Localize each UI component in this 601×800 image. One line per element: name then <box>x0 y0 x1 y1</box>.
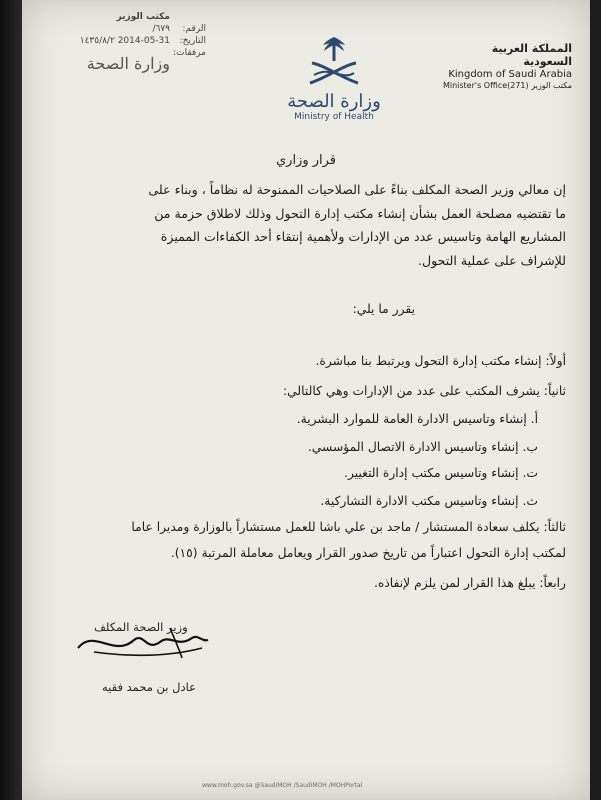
stamp-date-label: التاريخ: <box>179 36 206 46</box>
stamp-number-value: ٦٧٩/ <box>152 24 170 34</box>
clause-third-line-2: لمكتب إدارة التحول اعتباراً من تاريخ صدور القرار ويعامل معاملة المرتبة (١٥). <box>170 546 566 560</box>
clause-second-c: ت. إنشاء وتاسيس مكتب إدارة التغيير. <box>344 466 538 480</box>
clause-fourth: رابعاً: يبلغ هذا القرار لمن يلزم لإنفاذه. <box>373 576 566 590</box>
ministry-name-english: Ministry of Health <box>294 112 374 122</box>
preamble-line-4: للإشراف على عملية التحول. <box>417 252 566 268</box>
decides-heading: يقرر ما يلي: <box>352 302 415 316</box>
palm-swords-emblem-icon <box>304 35 364 87</box>
preamble-line-3: المشاريع الهامة وتاسيس عدد من الإدارات ولأهمية إنتقاء أحد الكفاءات المميزة <box>160 229 566 244</box>
minister-office-label: Minister's Office(271) مكتب الوزير <box>442 81 572 90</box>
clause-first: أولاً: إنشاء مكتب إدارة التحول ويرتبط بنا مباشرة. <box>315 354 566 368</box>
stamp-number-label: الرقم: <box>182 24 206 34</box>
letterhead-block <box>442 42 572 90</box>
kingdom-name-english: Kingdom of Saudi Arabia <box>448 69 572 80</box>
clause-second-b: ب. إنشاء وتاسيس الادارة الاتصال المؤسسي. <box>307 440 538 454</box>
preamble-line-2: ما تقتضيه مصلحة العمل بشأن إنشاء مكتب إدارة التحول وذلك لاطلاق حزمة من <box>154 205 566 221</box>
letter-page <box>22 0 590 800</box>
handwritten-signature <box>74 618 214 668</box>
clause-second-a: أ. إنشاء وتاسيس الادارة العامة للموارد البشرية. <box>296 412 538 426</box>
preamble-line-1: إن معالي وزير الصحة المكلف بناءً على الصلاحيات الممنوحة له نظاماً ، وبناء على <box>148 182 566 197</box>
stamp-date-value: 2014-05-31 ١٤٣٥/٨/٢ <box>79 36 170 46</box>
signatory-name: عادل بن محمد فقيه <box>102 680 196 694</box>
clause-second-d: ث. إنشاء وتاسيس مكتب الادارة التشاركية. <box>320 494 538 508</box>
clause-second: ثانياً: يشرف المكتب على عدد من الإدارات وهي كالتالي: <box>283 384 566 398</box>
preamble-paragraph <box>46 178 566 272</box>
kingdom-name-arabic: المملكة العربية السعودية <box>491 42 572 68</box>
ministry-logo <box>284 35 384 130</box>
photo-dark-edge-left <box>0 0 22 800</box>
clause-third-line-1: ثالثاً: يكلف سعادة المستشار / ماجد بن علي باشا للعمل مستشاراً بالوزارة ومديرا عاما <box>131 520 566 534</box>
footer-contacts: www.moh.gov.sa @SaudiMOH /SaudiMOH /MOHPortal <box>202 782 363 789</box>
stamp-office-label: مكتب الوزير <box>116 12 170 22</box>
decree-title: قرار وزاري <box>275 153 337 168</box>
stamp-attachments-label: مرفقات: <box>173 48 206 58</box>
stamp-ministry: وزارة الصحة <box>86 54 170 73</box>
registration-stamp <box>60 14 210 78</box>
signatory-title: وزير الصحة المكلف <box>94 620 188 634</box>
photo-dark-edge-right <box>590 0 601 800</box>
ministry-name-arabic: وزارة الصحة <box>287 91 381 112</box>
